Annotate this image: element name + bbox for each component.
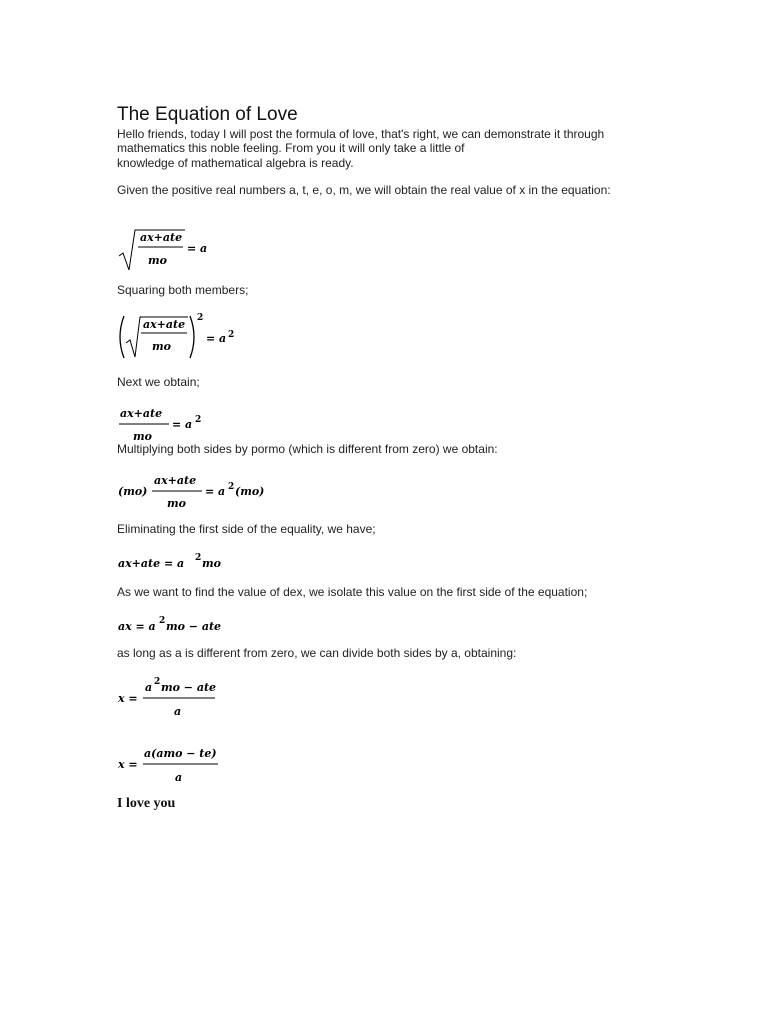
intro-line-1: Hello friends, today I will post the formula of love, that's right, we can demonstrate it through [117,127,605,141]
eq8-denominator: a [175,771,183,784]
eq2-numerator: ax+ate [143,318,186,331]
eq4-rhs-tail: (mo) [235,485,265,498]
eq7-numerator-a: a [145,681,153,694]
next-paragraph: Next we obtain; [117,375,200,389]
eq1-rhs: = a [187,242,208,255]
eq7-lhs: x = [118,692,138,705]
equation-no-radical [117,402,237,444]
eq4-rhs: = a [205,485,226,498]
squaring-paragraph: Squaring both members; [117,283,249,297]
equation-squared [117,311,257,363]
eq4-numerator: ax+ate [154,474,197,487]
eq7-denominator: a [174,705,182,718]
eq7-numerator-tail: mo − ate [161,681,217,694]
eq1-denominator: mo [148,254,167,267]
equation-solution [117,674,247,720]
eq2-rhs: = a [206,332,227,345]
eq3-rhs: = a [172,418,193,431]
eq3-numerator: ax+ate [120,407,163,420]
eq5-exponent: 2 [195,553,202,563]
eq8-numerator: a(amo − te) [144,747,217,760]
eq2-denominator: mo [152,340,171,353]
eq2-exponent: 2 [197,313,204,323]
eq6-lhs: ax = a [118,620,156,633]
eq7-numerator-exponent: 2 [154,677,161,687]
eq8-lhs: x = [118,758,138,771]
eq4-denominator: mo [167,497,186,510]
eq6-tail: mo − ate [166,620,222,633]
eq6-exponent: 2 [159,616,166,626]
equation-original [117,226,247,272]
signoff: I love you [117,796,176,811]
eq3-denominator: mo [133,430,152,443]
equation-eliminated [117,550,247,574]
given-paragraph: Given the positive real numbers a, t, e, o, m, we will obtain the real value of x in the equation: [117,183,611,197]
intro-line-2: mathematics this noble feeling. From you it will only take a little of [117,141,465,155]
divide-paragraph: as long as a is different from zero, we can divide both sides by a, obtaining: [117,646,517,660]
eq4-rhs-exponent: 2 [228,482,235,492]
eq5-lhs: ax+ate = a [118,557,185,570]
isolate-paragraph: As we want to find the value of dex, we isolate this value on the first side of the equation; [117,585,588,599]
eq3-rhs-exponent: 2 [195,415,202,425]
page-title: The Equation of Love [117,104,298,125]
eq2-rhs-exponent: 2 [228,330,235,340]
eliminating-paragraph: Eliminating the first side of the equality, we have; [117,522,376,536]
eq1-numerator: ax+ate [140,231,183,244]
equation-factored [117,740,247,786]
multiplying-paragraph: Multiplying both sides by pormo (which is different from zero) we obtain: [117,442,498,456]
eq5-tail: mo [202,557,221,570]
intro-line-3: knowledge of mathematical algebra is ready. [117,156,354,170]
equation-isolated [117,613,247,637]
equation-multiplied [117,469,287,513]
eq4-lhs: (mo) [118,485,148,498]
